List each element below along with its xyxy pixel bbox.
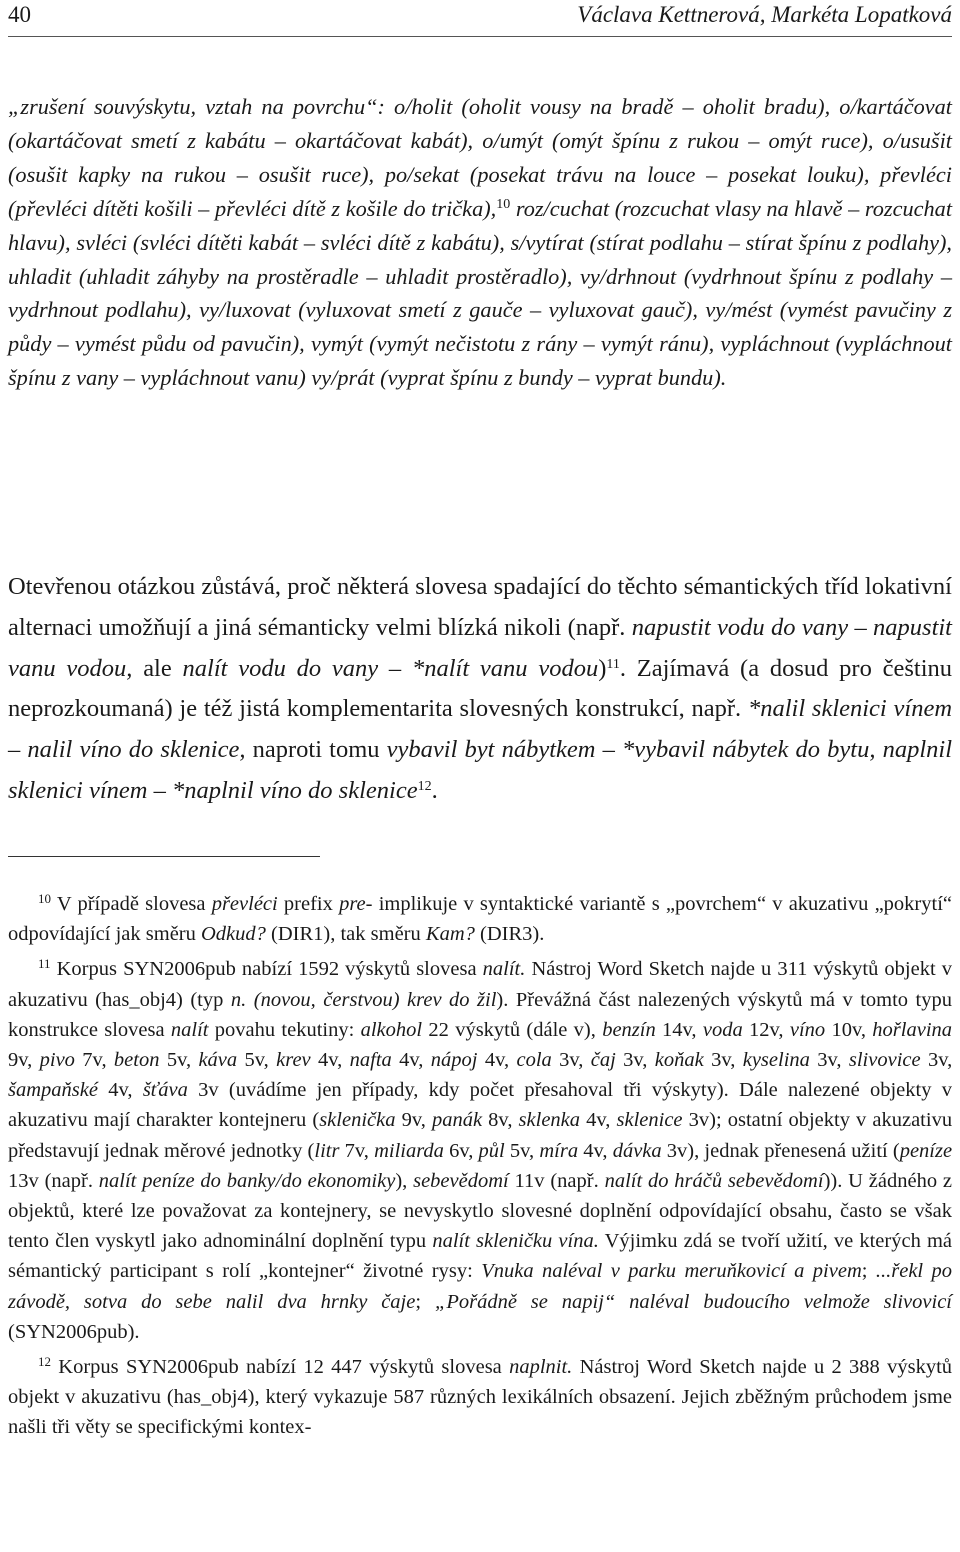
- footnote-ref-11[interactable]: 11: [606, 656, 620, 672]
- footnote-example: slivovice: [848, 1049, 921, 1072]
- footnote-text: 5v,: [244, 1049, 269, 1072]
- example-list-text-continued: roz/cuchat (rozcuchat vlasy na hlavě – rozcuchat hlavu), svléci (svléci dítěti kabát – svléci dítě z kabátu), s/vytírat (stírat podlahu – stírat špínu z podlahy), uhladit (uhladit záhyby na prostěradle – uhladit prostěradlo), vy/drhnout (vydrhnout špínu z podlahy – vydrhnout podlahu), vy/luxovat (vyluxovat smetí z gauče – vyluxovat gauč), vy/mést (vymést pavučiny z půdy – vymést půdu od pavučin), vymýt (vymýt nečistotu z rány – vymýt ránu), vypláchnout (vypláchnout špínu z vany – vypláchnout vanu) vy/prát (vyprat špínu z bundy – vyprat bundu).: [8, 195, 953, 391]
- page-number: 40: [8, 2, 31, 27]
- footnote-example: šampaňské: [8, 1079, 98, 1102]
- footnote-text: Výjimku zdá se tvoří užití, ve kterých má sémantický participant s rolí „kontejner“ životné rysy:: [8, 1230, 952, 1283]
- example-list-paragraph: [8, 90, 952, 395]
- footnote-text: 7v,: [82, 1049, 107, 1072]
- footnote-example: nápoj: [430, 1049, 478, 1072]
- footnote-example: peníze: [899, 1139, 953, 1162]
- footnote-text: 4v,: [586, 1109, 611, 1132]
- body-text: ): [598, 654, 607, 682]
- footnote-example: ...řekl po závodě, sotva do sebe nalil dva hrnky čaje: [8, 1260, 953, 1313]
- footnote-example: půl: [478, 1139, 505, 1162]
- example-text: napustit vodu do vany – napustit vanu vodou,: [8, 613, 952, 682]
- footnote-text: 7v,: [344, 1139, 369, 1162]
- body-text: ale: [143, 654, 172, 682]
- footnote-example: pivo: [39, 1049, 75, 1072]
- footnote-text: 3v,: [559, 1049, 584, 1072]
- footnote-text: )). U žádného z objektů, které lze považovat za kontejnery, se nevyskytlo slovesné doplnění odpovídající obsahu, často se však tento člen vyskytl jako adnominální doplnění typu: [8, 1169, 953, 1253]
- footnote-text: 4v,: [108, 1079, 133, 1102]
- footnote-text: (SYN2006pub).: [8, 1320, 140, 1343]
- footnote-text: 4v,: [399, 1049, 424, 1072]
- footnote-example: nalít: [170, 1018, 209, 1041]
- footnote-text: 3v,: [817, 1049, 842, 1072]
- example-text: vybavil byt nábytkem – *vybavil nábytek do bytu, naplnil sklenici vínem – *naplnil víno do sklenice: [8, 736, 953, 804]
- footnote-text: (DIR1), tak směru: [271, 923, 421, 946]
- footnote-number: 10: [38, 891, 51, 906]
- footnote-text: 11v (např.: [514, 1169, 599, 1192]
- footnote-text: ;: [861, 1260, 868, 1283]
- running-head: Václava Kettnerová, Markéta Lopatková: [577, 2, 952, 27]
- footnote-text: 3v,: [623, 1049, 648, 1072]
- footnote-example: pre-: [339, 893, 373, 915]
- body-paragraph: [8, 567, 952, 812]
- footnote-text: 3v), jednak přenesená užití (: [666, 1139, 900, 1162]
- footnote-text: 3v (uvádíme jen případy, kdy počet přesahoval tři výskyty). Dále nalezené objekty v akuzativu mají charakter kontejneru (: [8, 1079, 953, 1132]
- footnote-example: víno: [789, 1018, 826, 1041]
- footnote-text: Korpus SYN2006pub nabízí 12 447 výskytů slovesa: [58, 1356, 502, 1379]
- footnote-text: 3v); ostatní objekty v akuzativu představují jednak měrové jednotky (: [8, 1109, 953, 1162]
- footnote-text: 8v,: [488, 1109, 513, 1132]
- footnote-text: 22 výskytů (dále v),: [428, 1018, 596, 1041]
- footnote-example: krev: [276, 1049, 311, 1072]
- footnote-example: panák: [431, 1109, 483, 1132]
- footnote-text: 5v,: [509, 1139, 535, 1162]
- example-text: *nalil sklenici vínem – nalil víno do sklenice,: [8, 695, 953, 764]
- example-list-text: „zrušení souvýskytu, vztah na povrchu“: o/holit (oholit vousy na bradě – oholit bradu), o/kartáčovat (okartáčovat smetí z kabátu – okartáčovat kabát), o/umýt (omýt špínu z rukou – omýt ruce), o/usušit (osušit kapky na rukou – osušit ruce), po/sekat (posekat trávu na louce – posekat louku), převléci (převléci dítěti košili – převléci dítě z košile do trička),: [8, 94, 952, 221]
- footnote-text: povahu tekutiny:: [214, 1018, 355, 1041]
- footnote-example: nalít do hráčů sebevědomí: [604, 1169, 824, 1192]
- footnote-text: 4v,: [484, 1049, 510, 1072]
- footnote-example: nafta: [349, 1049, 392, 1072]
- footnote-example: koňak: [654, 1049, 704, 1072]
- page-header: [8, 2, 952, 37]
- footnote-text: Nástroj Word Sketch najde u 311 výskytů objekt v akuzativu (has_obj4) (typ: [8, 958, 953, 1011]
- footnote-text: prefix: [283, 893, 333, 915]
- footnote-example: nalít.: [482, 958, 526, 981]
- footnote-example: nalít peníze do banky/do ekonomiky: [98, 1169, 396, 1192]
- footnote-text: 10v,: [831, 1018, 866, 1041]
- footnote-example: alkohol: [360, 1018, 423, 1041]
- footnote-example: sklenička: [319, 1109, 396, 1132]
- footnote-example: miliarda: [374, 1139, 444, 1162]
- footnote-text: (DIR3).: [480, 923, 545, 946]
- footnote-example: sklenice: [616, 1109, 683, 1132]
- body-text: Otevřenou otázkou zůstává, proč některá slovesa spadající do těchto sémantických tříd lokativní alternaci umožňují a jiná sémanticky velmi blízká nikoli (např.: [8, 573, 952, 641]
- footnote-example: Vnuka naléval v parku meruňkovicí a pivem: [481, 1260, 862, 1283]
- footnote-text: Nástroj Word Sketch najde u 2 388 výskytů objekt v akuzativu (has_obj4), který vykazuje 587 různých lexikálních obsazení. Jejich zběžným průchodem jsme našli tři věty se specifickými kontex-: [8, 1356, 953, 1439]
- footnote-text: Korpus SYN2006pub nabízí 1592 výskytů slovesa: [56, 958, 477, 981]
- footnote-example: litr: [314, 1139, 340, 1162]
- footnote-number: 11: [38, 956, 51, 972]
- footnote-text: 9v,: [8, 1049, 33, 1072]
- footnote-example: míra: [539, 1139, 579, 1162]
- footnote-example: šťáva: [142, 1079, 188, 1102]
- footnote-text: implikuje v syntaktické variantě s „povrchem“ v akuzativu „pokrytí“ odpovídající jak směru: [8, 893, 952, 946]
- footnote-example: čaj: [590, 1049, 616, 1072]
- footnote-example: n. (novou, čerstvou) krev do žil: [230, 988, 497, 1011]
- footnote-text: V případě slovesa: [56, 893, 206, 915]
- footnote-example: hořlavina: [872, 1018, 953, 1041]
- body-text: . Zajímavá (a dosud pro češtinu neprozkoumaná) je též jistá komplementarita slovesných konstrukcí, např.: [8, 654, 953, 723]
- footnote-text: 3v,: [927, 1049, 953, 1072]
- footnote-11: [8, 949, 952, 1347]
- footnote-text: 12v,: [749, 1018, 784, 1041]
- footnote-example: Kam?: [425, 923, 475, 946]
- footnote-text: ;: [415, 1290, 422, 1313]
- footnote-number: 12: [38, 1354, 51, 1370]
- footnote-text: 14v,: [662, 1018, 697, 1041]
- footnote-example: naplnit.: [509, 1356, 573, 1379]
- footnote-text: 4v,: [318, 1049, 343, 1072]
- footnote-example: převléci: [211, 893, 278, 915]
- footnote-text: ),: [395, 1169, 408, 1192]
- footnote-example: „Pořádně se napij“ naléval budoucího velmože slivovicí: [434, 1290, 952, 1313]
- footnote-example: benzín: [602, 1018, 656, 1041]
- footnote-example: káva: [198, 1049, 238, 1072]
- footnote-example: sebevědomí: [413, 1169, 509, 1192]
- footnote-example: kyselina: [742, 1049, 810, 1072]
- body-text: .: [431, 776, 438, 804]
- footnote-text: 4v,: [583, 1139, 608, 1162]
- footnote-example: nalít skleničku vína.: [432, 1230, 599, 1253]
- footnotes: [8, 884, 952, 1443]
- footnote-text: 6v,: [449, 1139, 474, 1162]
- footnote-text: 13v (např.: [8, 1169, 93, 1192]
- footnote-ref-12[interactable]: 12: [417, 778, 432, 794]
- footnote-separator: [8, 856, 320, 857]
- footnote-example: cola: [516, 1049, 552, 1072]
- footnote-example: sklenka: [518, 1109, 581, 1132]
- footnote-example: Odkud?: [201, 923, 266, 946]
- footnote-10: [8, 884, 952, 949]
- body-text: naproti tomu: [252, 736, 380, 764]
- footnote-example: dávka: [612, 1139, 662, 1162]
- example-text: nalít vodu do vany – *nalít vanu vodou: [182, 654, 599, 682]
- footnote-ref-10[interactable]: 10: [496, 196, 511, 212]
- footnote-text: ). Převážná část nalezených výskytů má v tomto typu konstrukce slovesa: [8, 988, 952, 1041]
- footnote-12: [8, 1347, 952, 1443]
- footnote-example: beton: [113, 1049, 160, 1072]
- footnote-text: 9v,: [401, 1109, 426, 1132]
- footnote-example: voda: [702, 1018, 743, 1041]
- footnote-text: 3v,: [711, 1049, 736, 1072]
- footnote-text: 5v,: [166, 1049, 192, 1072]
